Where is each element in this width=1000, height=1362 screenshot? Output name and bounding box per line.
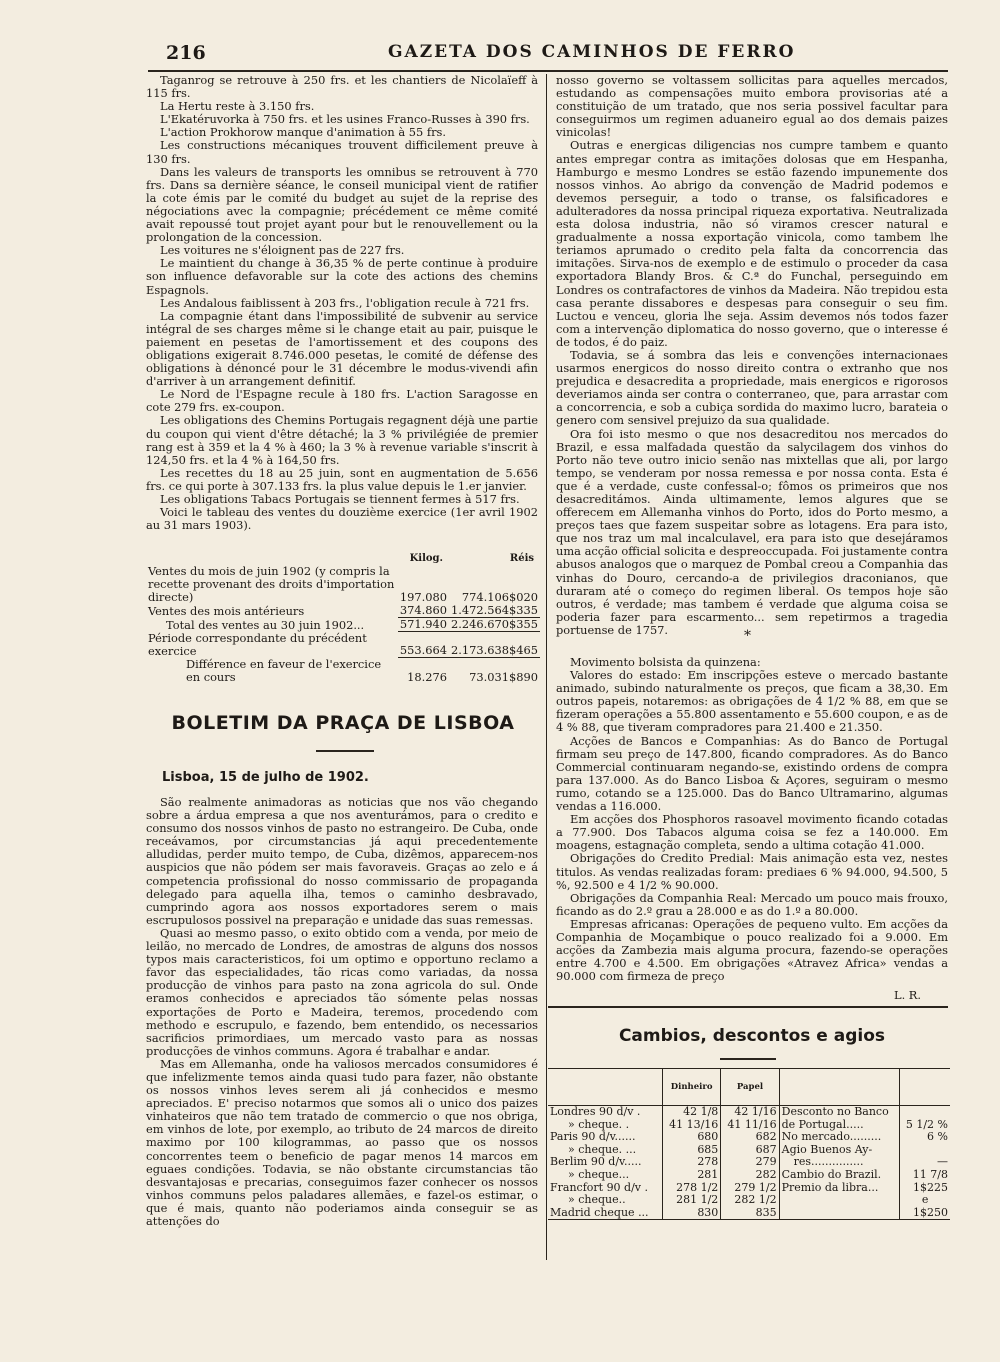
papel-value: 687 [721,1144,779,1157]
row-label: Période correspondante du précédent exercice [148,630,367,658]
cambios-title: Cambios, descontos e agios [618,1026,886,1046]
paragraph: Voici le tableau des ventes du douzième exercice (1er avril 1902 au 31 mars 1903). [146,505,538,533]
rate-value [900,1106,950,1119]
paragraph: Acções de Bancos e Companhias: As do Banco de Portugal firmam seu preço de 147.800, ficando compradores. As do Banco Commercial continuaram negando-se, existindo ordens de compra para 137.000. As do Banco Lisboa & Açores, seguiram o mesmo rumo, cotando se a 125.000. Das do Banco Ultramarino, algumas vendas a 116.000. [556,733,948,814]
rate-label: Agio Buenos Ay- [779,1144,900,1157]
place: » cheque. . [568,1117,630,1131]
section-title: BOLETIM DA PRAÇA DE LISBOA [171,712,515,734]
table-row [548,1207,950,1220]
paragraph: La Hertu reste à 3.150 frs. [160,99,315,114]
paragraph: Les recettes du 18 au 25 juin, sont en augmentation de 5.656 frs. ce qui porte à 307.133 frs. la plus value depuis le 1.er janvier. [146,465,538,493]
row-label: Total des ventes au 30 juin 1902... [166,617,365,632]
table-row [146,632,540,658]
kilog-value: 553.664 [398,632,449,658]
rate-label [779,1207,900,1220]
papel-value: 279 [721,1156,779,1169]
page-header [148,38,948,66]
header-rule [148,70,948,72]
paragraph: Todavia, se á sombra das leis e convenções internacionaes usarmos energicos do nosso direito contra o extranho que nos prejudica e desacredita a propriedade, mais energicos e rigorosos deveriamos ainda ser contra o conterraneo, que, para arrastar com a concorrencia, e sob a cubiça sordida do maximo lucro, barateia o genero com sensivel prejuizo da sua qualidade. [556,347,948,428]
kilog-value: 18.276 [407,669,448,684]
table-row [146,565,540,604]
reis-value: 2.246.670$355 [451,617,538,631]
rate-value: 1$225 [900,1182,950,1195]
bolsa-report [556,656,948,983]
rate-label: Premio da libra... [779,1182,900,1195]
table-row [146,658,540,684]
paragraph: Quasi ao mesmo passo, o exito obtido com a venda, por meio de leilão, no mercado de Londres, de amostras de alguns dos nossos typos mais caracteristicos, foi um optimo e opportuno reclamo a favor das especialidades, tão ricas como variadas, da nossa producção de vinhos para pasto na zona agricola do sul. Onde eramos conhecidos e apreciados tão sómente pelas nossas exportações de Porto e Madeira, teremos, procedendo com methodo e escrupulo, e fazendo, bem entendido, os necessarios sacrificios primordiaes, um mercado vasto para as nossas producções de vinhos communs. Agora é trabalhar e andar. [146,925,538,1058]
rate-value: 6 % [900,1131,950,1144]
row-label: Ventes du mois de juin 1902 (y compris la recette provenant des droits d'importation directe) [148,564,395,604]
section-rule [548,1006,948,1008]
paragraph: nosso governo se voltassem sollicitas para aquelles mercados, estudando as compensações muito embora provisorias até a constituição de um tratado, que nos seria possivel facultar para conseguirmos um regimen aduaneiro egual ao dos demais paizes vinicolas! [556,73,948,140]
paragraph: Obrigações da Companhia Real: Mercado um pouco mais frouxo, ficando as do 2.º grau a 28.000 e as do 1.º a 80.000. [556,890,948,918]
place: » cheque... [568,1167,630,1181]
place: Madrid cheque ... [548,1207,663,1220]
rate-label: de Portugal..... [779,1119,900,1132]
place: » cheque. ... [568,1142,637,1156]
papel-value: 42 1/16 [721,1106,779,1119]
reis-value: 73.031$890 [469,669,538,684]
dinheiro-value: 680 [663,1131,721,1144]
left-column-report [146,74,538,532]
paragraph: Obrigações do Credito Predial: Mais animação esta vez, nestes titulos. As vendas realizadas foram: prediaes 6 % 94.000, 94.500, 5 %, 92.500 e 4 1/2 % 90.000. [556,851,948,892]
papel-value: 41 11/16 [721,1119,779,1132]
rate-label: res............... [779,1156,900,1169]
dinheiro-value: 281 [663,1169,721,1182]
dinheiro-value: 830 [663,1207,721,1220]
table-header-row [548,1069,950,1106]
table-row [548,1169,950,1182]
rate-label [779,1194,900,1207]
place: Berlim 90 d/v..... [550,1155,642,1169]
cambios-table [548,1068,950,1220]
paragraph: Dans les valeurs de transports les omnibus se retrouvent à 770 frs. Dans sa dernière séance, le conseil municipal vient de ratifier la cote émis par le comité du budget au sujet de la reprise des négociations avec la compagnie; précédement ce même comité avait repoussé tout projet ayant pour but le renouvellement ou la prolongation de la concession. [146,164,538,245]
table-row [146,604,540,618]
column-header: Dinheiro [663,1069,721,1106]
papel-value: 282 1/2 [721,1194,779,1207]
table-row [146,618,540,632]
column-divider [546,74,547,1260]
paragraph: Ora foi isto mesmo o que nos desacreditou nos mercados do Brazil, e essa malfadada questão da salycilagem dos vinhos do Porto não teve outro inicio senão nas mixtellas que ali, por largo tempo, se venderam por nossa remessa e por nossa conta. Esta é que é a verdade, custe confessal-o; fômos os primeiros que nos desacreditámos. Ainda ultimamente, lemos algures que se offerecem em Allemanha vinhos do Porto, idos do Porto mesmo, a preços taes que fazem suspeitar sobre as lotagens. Era para isto, que nos traz um mal incalculavel, era para isto que desejáramos uma acção official solicita e despreoccupada. Foi justamente contra abusos analogos que o marquez de Pombal creou a Companhia das vinhas do Douro, cercando-a de privilegios draconianos, que duraram até o começo do regimen liberal. Os tempos hoje são outros, é verdade; mas tambem é verdade que alguma coisa se poderia fazer para escarmento... sem repetirmos a tragedia portuense de 1757. [556,426,948,637]
dateline: Lisboa, 15 de julho de 1902. [162,770,369,785]
reis-value: 774.106$020 [461,590,538,604]
column-header: Kilog. [409,553,444,564]
title-rule [720,1058,776,1060]
kilog-value: 374.860 [399,603,448,617]
paragraph: Le Nord de l'Espagne recule à 180 frs. L'action Saragosse en cote 279 frs. ex-coupon. [146,387,538,415]
papel-value: 682 [721,1131,779,1144]
page-number: 216 [166,42,206,64]
place: » cheque.. [568,1193,626,1207]
rate-value: 5 1/2 % [900,1119,950,1132]
dinheiro-value: 281 1/2 [663,1194,721,1207]
dinheiro-value: 278 [663,1156,721,1169]
paragraph: La compagnie étant dans l'impossibilité de subvenir au service intégral de ses charges même si le change etait au pair, puisque le paiement en pesetas de l'amortissement et des coupons des obligations exigerait 8.746.000 pesetas, le comité de défense des obligations à dénoncé pour le 31 décembre le modus-vivendi afin d'arriver à un arrangement definitif. [146,308,538,389]
rate-label: Desconto no Banco [779,1106,900,1119]
paragraph: Les Andalous faiblissent à 203 frs., l'obligation recule à 721 frs. [160,295,530,310]
dinheiro-value: 278 1/2 [663,1182,721,1195]
paragraph: Taganrog se retrouve à 250 frs. et les chantiers de Nicolaïeff à 115 frs. [146,73,538,101]
paragraph: Les voitures ne s'éloignent pas de 227 frs. [160,243,405,258]
place: Paris 90 d/v...... [550,1130,636,1144]
paragraph: Empresas africanas: Operações de pequeno vulto. Em acções da Companhia de Moçambique o pouco realizado foi a 9.000. Em acções da Zambezia mais alguma procura, fazendo-se operações entre 4.700 e 4.500. Em obrigações «Atravez Africa» vendas a 90.000 com firmeza de preço [556,916,948,984]
rate-label: Cambio do Brazil. [779,1169,900,1182]
paragraph: Valores do estado: Em inscripções esteve o mercado bastante animado, subindo naturalmente os preços, que ficam a 38,30. Em outros papeis, notaremos: as obrigações de 4 1/2 % 88, em que se fizeram operações a 55.800 assentamento e 55.600 coupon, e as de 4 % 88, que tiveram compradores para 21.400 e 21.350. [556,668,948,735]
dinheiro-value: 685 [663,1144,721,1157]
rate-value: 1$250 [900,1207,950,1220]
row-label: Différence en faveur de l'exercice en cours [186,656,382,684]
boletim-article [146,796,538,1228]
dinheiro-value: 42 1/8 [663,1106,721,1119]
reis-value: 1.472.564$335 [451,603,538,617]
paragraph: L'action Prokhorow manque d'animation à 55 frs. [160,125,447,140]
rate-value: 11 7/8 [900,1169,950,1182]
rate-value: e [900,1194,950,1207]
paragraph: Mas em Allemanha, onde ha valiosos mercados consumidores é que infelizmente temos ainda quasi tudo para fazer, não obstante os nossos vinhos leves serem ali já conhecidos e mesmo apreciados. E' preciso notarmos que somos ali o unico dos paizes vinhateiros que não tem tratado de commercio o que nos obriga, em vinhos de lote, por exemplo, ao tributo de 24 marcos de direito maximo por 100 kilogrammas, ao passo que os nossos concorrentes teem o beneficio de pagar menos 14 marcos em eguaes condições. Todavia, se não obstante circumstancias tão desvantajosas e precarias, conseguimos fazer conhecer os nossos vinhos communs pelos paladares allemães, e fazel-os estimar, o que é mais, quanto não poderiamos ainda conseguir se as attenções do [146,1056,538,1228]
paragraph: Les obligations des Chemins Portugais regagnent déjà une partie du coupon qui vient d'être détaché; la 3 % privilégiée de premier rang est à 359 et la 4 % à 460; la 3 % à revenue variable s'inscrit à 124,50 frs. et la 4 % à 164,50 frs. [146,413,538,467]
paragraph: Les obligations Tabacs Portugais se tiennent fermes à 517 frs. [160,492,520,506]
paragraph: Em acções dos Phosphoros rasoavel movimento ficando cotadas a 77.900. Dos Tabacos alguma coisa se fez a 140.000. Em moagens, estagnação completa, sendo a ultima cotação 41.000. [556,812,948,853]
paragraph: São realmente animadoras as noticias que nos vão chegando sobre a árdua empresa a que nos aventurámos, para o credito e consumo dos nossos vinhos de pasto no estrangeiro. De Cuba, onde receávamos, por circumstancias já aqui precedentemente alludidas, perder muito tempo, de Cuba, dizêmos, apparecem-nos auspicios que não pódem ser mais favoraveis. Graças ao zelo e á competencia profissional do nosso commissario de propaganda delegado para aquella ilha, temos o caminho desbravado, cumprindo agora aos nossos exportadores serem o mais escrupulosos possivel na preparação e unidade das suas remessas. [146,795,538,927]
row-label: Ventes des mois antérieurs [148,603,305,618]
title-rule [316,750,374,752]
papel-value: 279 1/2 [721,1182,779,1195]
paragraph: Le maintient du change à 36,35 % de perte continue à produire son influence defavorable sur la cote des actions des chemins Espagnols. [146,256,538,297]
place: Francfort 90 d/v . [550,1180,649,1194]
papel-value: 282 [721,1169,779,1182]
column-header: Papel [721,1069,779,1106]
column-header: Réis [509,553,534,564]
paragraph: Outras e energicas diligencias nos cumpre tambem e quanto antes empregar contra as imitações dolosas que em Hespanha, Hamburgo e mesmo Londres se estão fazendo impunemente dos nossos vinhos. Ao abrigo da convenção de Madrid podemos e devemos perseguir, a todo o transe, os falsificadores e adulteradores da nossa principal riqueza exportativa. Neutralizada esta dolosa industria, não só viramos crescer natural e gradualmente a nossa exportação vinicola, como tambem lhe teriamos aprumado o credito pela falta da concorrencia das imitações. Sirva-nos de exemplo e de estimulo o proceder da casa exportadora Blandy Bros. & C.ª do Funchal, perseguindo em Londres os contrafactores de vinhos da Madeira. Não trepidou esta casa perante dissabores e despesas para conseguir o seu fim. Luctou e venceu, gloria lhe seja. Assim devemos nós todos fazer com a intervenção diplomatica do nosso governo, que o interesse é de todos, é do paiz. [556,138,948,349]
table-row [548,1194,950,1207]
reis-value: 2.173.638$465 [449,632,540,658]
table-row [548,1131,950,1144]
kilog-value: 571.940 [399,617,448,631]
kilog-value: 197.080 [399,590,448,604]
place: Londres 90 d/v . [550,1105,641,1118]
rate-label: No mercado......... [779,1131,900,1144]
table-row [548,1106,950,1119]
paragraph: Movimento bolsista da quinzena: [570,655,761,669]
ventes-table [146,552,540,684]
signature: L. R. [894,988,922,1002]
dinheiro-value: 41 13/16 [663,1119,721,1132]
papel-value: 835 [721,1207,779,1220]
rate-value: — [900,1156,950,1169]
right-column-article [556,74,948,637]
section-separator: * [744,628,751,644]
journal-title: GAZETA DOS CAMINHOS DE FERRO [388,42,796,62]
paragraph: Les constructions mécaniques trouvent difficilement preuve à 130 frs. [146,138,538,166]
paragraph: L'Ekatéruvorka à 750 frs. et les usines Franco-Russes à 390 frs. [160,112,530,127]
